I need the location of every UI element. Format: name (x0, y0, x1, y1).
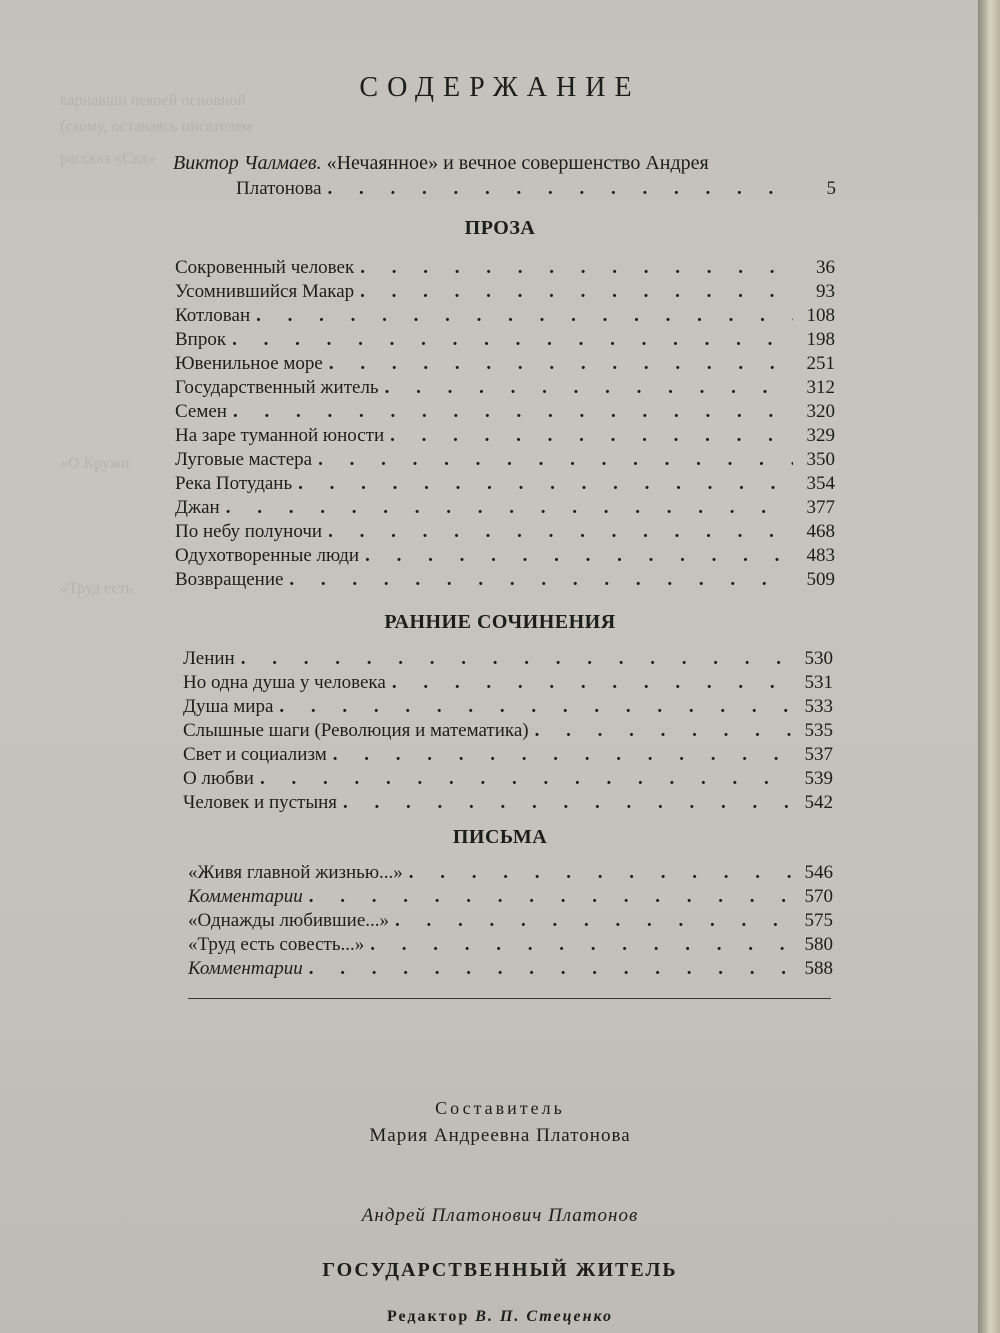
toc-entry-page: 546 (804, 862, 833, 883)
toc-entry-label: Впрок (175, 329, 227, 350)
toc-entry-page: 509 (806, 569, 835, 590)
dot-leader (343, 792, 791, 814)
toc-entry-label: Человек и пустыня (183, 792, 338, 813)
toc-entry-page: 533 (804, 696, 833, 717)
toc-entry-page: 483 (806, 545, 835, 566)
toc-entry-label: На заре туманной юности (175, 425, 385, 446)
toc-entry-page: 575 (804, 910, 833, 931)
toc-entry (175, 521, 835, 545)
toc-entry (188, 910, 833, 934)
intro-title: «Нечаянное» и вечное совершенство Андрея (326, 152, 709, 174)
dot-leader (385, 377, 793, 399)
toc-entry (175, 569, 835, 593)
bleed-through-text: карнавши некоей основной (60, 92, 246, 109)
toc-entry-label: «Живя главной жизнью...» (188, 862, 403, 883)
dot-leader (232, 329, 793, 351)
toc-entry-page: 377 (806, 497, 835, 518)
dot-leader (260, 768, 791, 790)
compiler-name: Мария Андреевна Платонова (369, 1125, 631, 1146)
toc-entry-label: «Однажды любившие...» (188, 910, 390, 931)
dot-leader (226, 497, 793, 519)
section-title-letters: ПИСЬМА (452, 826, 548, 848)
toc-entry (175, 449, 835, 473)
toc-entry-page: 539 (804, 768, 833, 789)
toc-entry-label: Возвращение (175, 569, 284, 590)
dot-leader (256, 305, 793, 327)
bleed-through-text: «Труд есть (60, 580, 133, 597)
dot-leader (289, 569, 793, 591)
dot-leader (370, 934, 791, 956)
toc-entry-page: 588 (804, 958, 833, 979)
toc-entry (175, 401, 835, 425)
toc-entry (183, 720, 833, 744)
toc-entry (188, 934, 833, 958)
toc-entry-commentary (188, 886, 833, 910)
dot-leader (298, 473, 793, 495)
dot-leader (233, 401, 793, 423)
dot-leader (365, 545, 793, 567)
dot-leader (535, 720, 791, 742)
toc-entry-page: 570 (804, 886, 833, 907)
toc-entry-page: 354 (806, 473, 835, 494)
book-title: ГОСУДАРСТВЕННЫЙ ЖИТЕЛЬ (322, 1259, 678, 1281)
toc-entry-label: Семен (175, 401, 227, 422)
dot-leader (318, 449, 793, 471)
intro-page: 5 (826, 178, 836, 199)
toc-entry (183, 672, 833, 696)
section-title-prose: ПРОЗА (464, 217, 536, 239)
toc-entry-page: 329 (806, 425, 835, 446)
editor-label: Редактор (386, 1308, 470, 1325)
intro-title-cont: Платонова (236, 178, 322, 199)
toc-entry-page: 93 (816, 281, 835, 302)
toc-entry (175, 257, 835, 281)
toc-entry-page: 531 (804, 672, 833, 693)
toc-entry-page: 312 (806, 377, 835, 398)
intro-author: Виктор Чалмаев. (173, 152, 322, 174)
toc-entry-page: 198 (806, 329, 835, 350)
toc-entry-label: Сокровенный человек (175, 257, 355, 278)
toc-entry-page: 36 (816, 257, 835, 278)
toc-entry (175, 545, 835, 569)
intro-entry-line2 (236, 178, 836, 202)
editor-credit (0, 1308, 1000, 1326)
dot-leader (333, 744, 791, 766)
toc-entry (175, 377, 835, 401)
toc-entry (183, 792, 833, 816)
dot-leader (279, 696, 791, 718)
toc-entry-label: Река Потудань (175, 473, 293, 494)
toc-entry (183, 648, 833, 672)
dot-leader (328, 178, 794, 200)
bleed-through-text: «О Кружи (60, 455, 130, 472)
toc-entry-label: Ювенильное море (175, 353, 323, 374)
toc-entry-page: 535 (804, 720, 833, 741)
dot-leader (409, 862, 791, 884)
toc-entry-label: Но одна душа у человека (183, 672, 386, 693)
toc-entry-label: Слышные шаги (Революция и математика) (183, 720, 529, 741)
toc-entry-page: 537 (804, 744, 833, 765)
dot-leader (390, 425, 793, 447)
toc-entry-commentary (188, 958, 833, 982)
divider (188, 998, 831, 999)
toc-entry-label: Государственный житель (175, 377, 379, 398)
toc-entry (175, 425, 835, 449)
toc-entry (175, 353, 835, 377)
toc-entry (188, 862, 833, 886)
dot-leader (329, 353, 793, 375)
toc-entry (183, 696, 833, 720)
bleed-through-text: (скому, оставаясь писателем (60, 118, 253, 135)
book-author: Андрей Платонович Платонов (361, 1205, 639, 1226)
toc-entry-label: О любви (183, 768, 254, 789)
toc-entry-page: 542 (804, 792, 833, 813)
toc-entry-label: Ленин (183, 648, 235, 669)
toc-list-early-works (183, 648, 833, 816)
toc-entry (175, 281, 835, 305)
compiler-label: Составитель (435, 1098, 565, 1118)
toc-entry-label: «Труд есть совесть...» (188, 934, 365, 955)
toc-entry-label: Душа мира (183, 696, 274, 717)
toc-entry-page: 350 (806, 449, 835, 470)
dot-leader (360, 281, 793, 303)
toc-entry-page: 580 (804, 934, 833, 955)
page-title: СОДЕРЖАНИЕ (359, 72, 641, 103)
intro-entry-line1 (173, 152, 709, 175)
toc-entry (183, 768, 833, 792)
toc-entry-page: 468 (806, 521, 835, 542)
toc-entry-label: Джан (175, 497, 220, 518)
toc-entry-label: Луговые мастера (175, 449, 313, 470)
bleed-through-text: рассказ «Сад» (60, 150, 157, 167)
toc-entry (175, 473, 835, 497)
toc-list-prose (175, 257, 835, 593)
dot-leader (392, 672, 791, 694)
editor-name: В. П. Стеценко (475, 1308, 614, 1325)
toc-entry (175, 305, 835, 329)
toc-entry-label: Комментарии (188, 958, 303, 979)
toc-entry-label: Усомнившийся Макар (175, 281, 355, 302)
toc-entry-page: 530 (804, 648, 833, 669)
toc-entry-page: 320 (806, 401, 835, 422)
toc-entry-label: Свет и социализм (183, 744, 327, 765)
toc-entry-label: Комментарии (188, 886, 303, 907)
toc-entry-label: Котлован (175, 305, 251, 326)
dot-leader (241, 648, 791, 670)
toc-list-letters (188, 862, 833, 982)
toc-entry-label: Одухотворенные люди (175, 545, 360, 566)
section-title-early-works: РАННИЕ СОЧИНЕНИЯ (384, 611, 616, 633)
toc-entry (175, 329, 835, 353)
dot-leader (328, 521, 793, 543)
toc-entry-page: 108 (806, 305, 835, 326)
toc-entry-page: 251 (806, 353, 835, 374)
dot-leader (309, 886, 791, 908)
dot-leader (360, 257, 793, 279)
book-page-edge (978, 0, 1000, 1333)
toc-entry (183, 744, 833, 768)
toc-entry (175, 497, 835, 521)
toc-entry-label: По небу полуночи (175, 521, 323, 542)
dot-leader (395, 910, 791, 932)
dot-leader (309, 958, 791, 980)
